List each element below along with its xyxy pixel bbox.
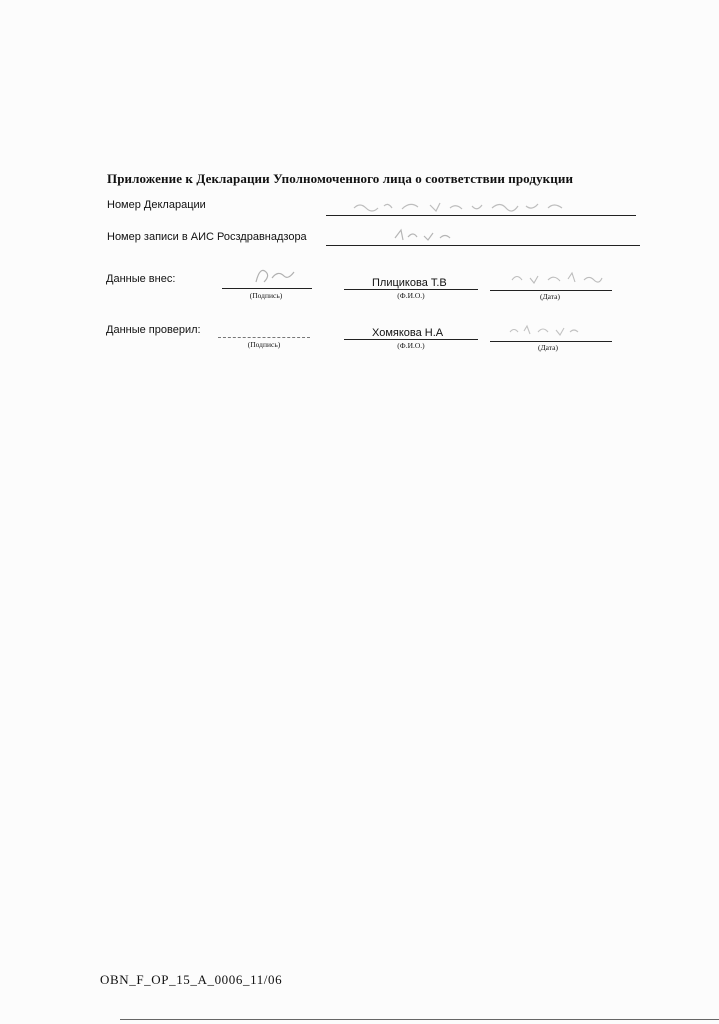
entered-signature [250, 264, 300, 288]
entered-fio-line [344, 289, 478, 290]
ais-record-handwriting [392, 226, 462, 244]
entered-fio-caption: (Ф.И.О.) [397, 291, 425, 300]
checked-date-handwriting [506, 320, 586, 340]
entered-date-caption: (Дата) [540, 292, 560, 301]
checked-fio-line [344, 339, 478, 340]
document-title: Приложение к Декларации Уполномоченного лица о соответствии продукции [107, 171, 574, 186]
checked-date-caption: (Дата) [538, 343, 558, 352]
ais-record-label: Номер записи в АИС Росздравнадзора [107, 231, 307, 243]
checked-signature-caption: (Подпись) [247, 340, 281, 349]
declaration-number-label: Номер Декларации [107, 199, 206, 211]
entered-signature-caption: (Подпись) [249, 291, 283, 300]
checked-by-name: Хомякова Н.А [372, 327, 444, 339]
ais-record-line [326, 245, 640, 246]
entered-date-line [490, 290, 612, 291]
checked-by-label: Данные проверил: [106, 324, 201, 336]
entered-signature-line [222, 288, 312, 289]
checked-fio-caption: (Ф.И.О.) [397, 341, 425, 350]
form-code: OBN_F_OP_15_A_0006_11/06 [100, 972, 283, 987]
entered-by-label: Данные внес: [106, 273, 176, 285]
checked-date-line [490, 341, 612, 342]
entered-by-name: Плицикова Т.В [372, 277, 447, 289]
declaration-number-handwriting [350, 196, 580, 216]
entered-date-handwriting [508, 268, 608, 288]
bottom-edge-line [120, 1019, 719, 1020]
checked-signature-line [218, 337, 310, 338]
